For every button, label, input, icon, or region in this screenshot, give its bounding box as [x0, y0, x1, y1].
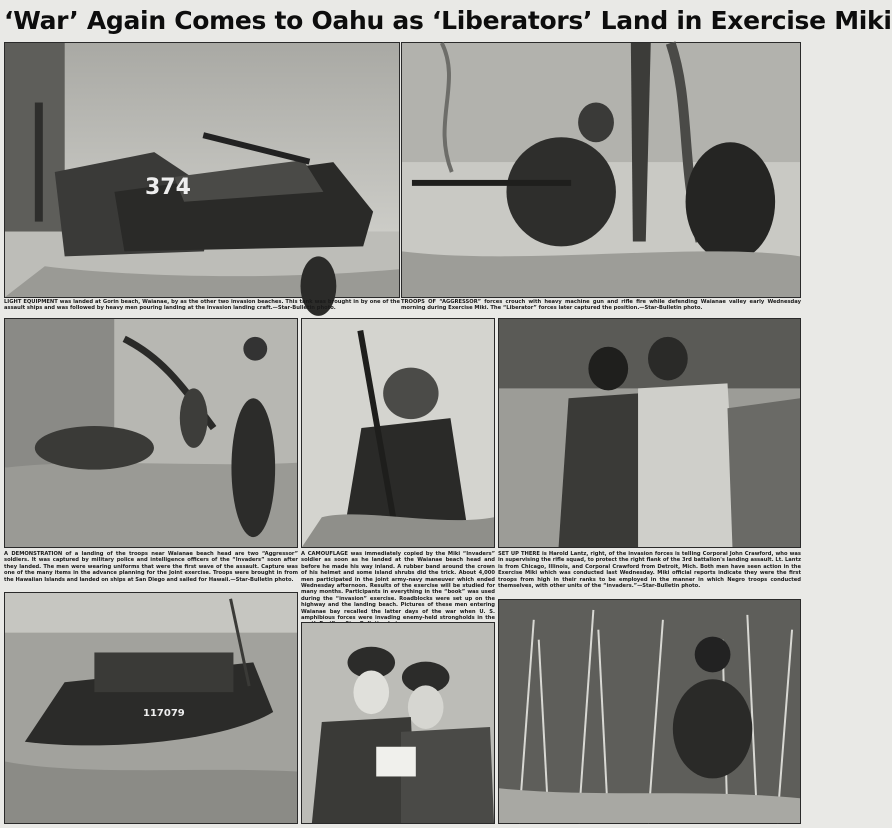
- soldiers-reading-photo: [301, 622, 495, 824]
- tank-landing-photo: [4, 42, 400, 298]
- machine-gun-troops-photo: [401, 42, 801, 298]
- radio-soldier-photo: [498, 599, 801, 824]
- beach-soldiers-photo: [4, 318, 298, 548]
- camouflaged-soldier-photo: [301, 318, 495, 548]
- caption-top-right: TROOPS OF “AGGRESSOR” forces crouch with heavy machine gun and rifle fire while defending Waianae valley early Wednesday morning during Exercise Miki. The “Liberator” forces later captured the position.—Star-Bulletin photo.: [401, 299, 801, 312]
- officers-conferring-photo: [498, 318, 801, 548]
- caption-middle-left: A DEMONSTRATION of a landing of the troops near Waianae beach head are two “Aggressor” soldiers. It was captured by military police and intelligence officers of the “Invaders” soon after they landed. The men were wearing uniforms that were the first wave of the assault. Capture was one of the many items in the advance planning for the Joint exercise. Troops were brought in from the Hawaiian Islands and landed on ships at San Diego and sailed for Hawaii.—Star-Bulletin photo.: [4, 551, 298, 583]
- headline: ‘War’ Again Comes to Oahu as ‘Liberators’ Land in Exercise Miki: [4, 6, 892, 35]
- boat-hull-number: 117079: [143, 708, 185, 719]
- caption-top-left: LIGHT EQUIPMENT was landed at Gorin beach, Waianae, by as the other two invasion beaches. This tank was brought in by one of the assault ships and was followed by heavy men pouring landing at the invasion landing craft.—Star-Bulletin photo.: [4, 299, 400, 312]
- landing-craft-photo: [4, 592, 298, 824]
- tank-hull-number: 374: [145, 175, 191, 200]
- caption-middle-center: A CAMOUFLAGE was immediately copied by the Miki “Invaders” soldier as soon as he landed at the Waianae beach head and before he made his way inland. A rubber band around the crown of his helmet and some island shrubs did the trick. About 4,000 men participated in the joint army-navy maneuver which ended Wednesday afternoon. Results of the exercise will be studied for many months. Participants in everything in the “book” was used during the “invasion” exercise. Roadblocks were set up on the highway and the landing beach. Pictures of these men entering Waianae bay recalled the latter days of the war when U. S. amphibious forces were invading enemy-held strongholds in the: [301, 551, 495, 622]
- caption-middle-right: SET UP THERE is Harold Lantz, right, of the invasion forces is telling Corporal John Crawford, who was in supervising the rifle squad, to protect the right flank of the 3rd battalion's landing assault. Lt. Lantz is from Chicago, Illinois, and Corporal Crawford from Detroit, Mich. Both men have seen action in the Exercise Miki which was conducted last Wednesday. Miki official reports indicate they were the first troops from high in their ranks to be employed in the manner in which Negro troops conducted themselves, with other units of the “invaders.”—Star-Bulletin photo.: [498, 551, 801, 590]
